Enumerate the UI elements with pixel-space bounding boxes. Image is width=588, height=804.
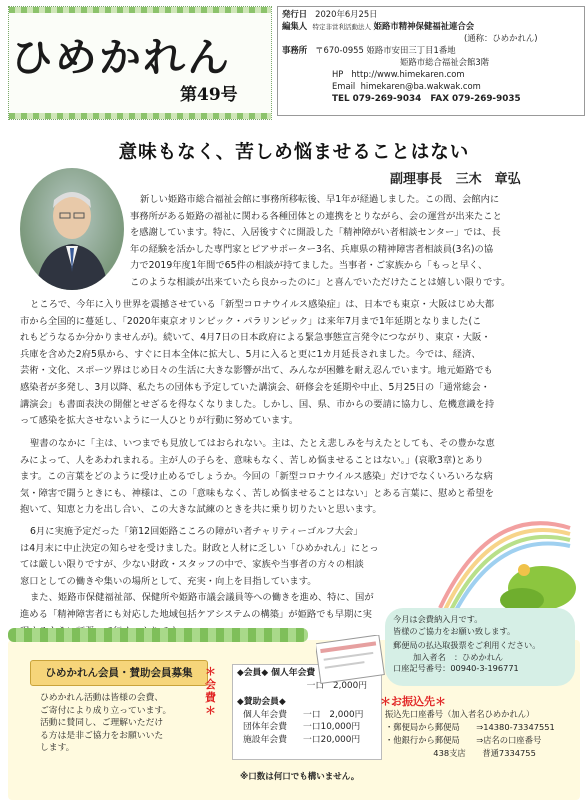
author-photo	[20, 168, 124, 290]
rainbow-illustration	[430, 508, 580, 618]
membership-title: ひめかれん会員・賛助会員募集	[30, 660, 208, 686]
publication-info-box: 発行日 2020年6月25日 編集人 特定非営利活動法人 姫路市精神保健福祉連合会 (通称：ひめかれん) 事務所 〒670-0955 姫路市安田三丁目1番地 姫路市総合福祉会館3階 HP http://www.himekaren.com Email himekaren@ba.wakwak.com TEL 079-269-9034 FAX 079-269-9035	[277, 6, 585, 116]
paragraph-3: 聖書のなかに「主は、いつまでも見放してはおられない。主は、たとえ悲しみを与えたとしても、その豊かな恵 みによって、人をあわれまれる。主が人の子らを、意味もなく、苦しめ悩ませることはない。」(哀歌3章)とあり ます。この言葉をどのように受け止めるでしょうか。今回の「新型コロナウイルス感染」だけでなくいろいろな病 気・障害で闘うときにも、神様は、この「意味もなく、苦しめ悩ませることはない」とある言葉に、慰めと希望を 抱いて、知恵と力を出し合い、この大きな試練のときを共に乗り切りたいと思います。	[20, 438, 495, 516]
paragraph-4: 6月に実施予定だった「第12回姫路こころの障がい者チャリティーゴルフ大会」 は4月末に中止決定の知らせを受けました。財政と人材に乏しい「ひめかれん」にとっ ては厳しい限りですが、少ない財政・スタッフの中で、家族や当事者の方々の相談 窓口としての働きや集いの場所として、充実・向上を目指しています。 また、姫路市保健福祉部、保健所や姫路市議会議員等への働きを進め、特に、国が 進める「精神障害者にも対応した地域包括ケアシステムの構築」が姫路でも早期に実	[20, 526, 379, 620]
vine-border-bottom	[9, 113, 271, 119]
fax: FAX 079-269-9035	[430, 94, 521, 104]
fee-label: ＊会費＊	[205, 665, 216, 717]
website-link[interactable]: http://www.himekaren.com	[351, 69, 465, 79]
membership-description: ひめかれん活動は皆様の会費、 ご寄付により成り立っています。 活動に賛同し、ご理解いただけ る方は是非ご協力をお願いいた します。	[40, 693, 172, 754]
transfer-title: ＊お振込先＊	[380, 695, 446, 708]
footer-vine	[8, 628, 308, 642]
payment-slip-image	[316, 635, 386, 685]
fee-table: ◆会員◆ 個人年会費 一口 2,000円 ◆賛助会員◆ 個人年会費 一口 2,000円 団体年会費 一口10,000円 施設年会費 一口20,000円	[232, 664, 382, 760]
vine-border-top	[9, 7, 271, 13]
dues-notice-bubble: 今月は会費納入月です。 皆様のご協力をお願い致します。 郵便局の払込取扱票をご利用ください。 加入者名 ：ひめかれん 口座記号番号：00940-3-196771	[385, 608, 575, 686]
fee-note: ※口数は何口でも構いません。	[240, 772, 360, 782]
article-title: 意味もなく、苦しめ悩ませることはない	[118, 142, 470, 163]
issue-number: 第49号	[180, 85, 238, 105]
author: 副理事長 三木 章弘	[390, 172, 521, 187]
paragraph-1: 新しい姫路市総合福祉会館に事務所移転後、早1年が経過しました。この間、会館内に 事務所がある姫路の福祉に関わる各種団体との連携をとりながら、会の運営が出来たこと を感謝しています。特に、入居後すぐに開設した「精神障がい者相談センター」では、長 年の経験を活かした専門家とピアサポーター3名、兵庫県の精神障害者相談員(3名)の協 力で2019年度1年間で65件の相談が持てました。当事者・ご家族から「もっと早く、 このような相談が出来ていたら良かったのに」と喜んでいただけたことは嬉しい限りです。	[130, 194, 511, 288]
transfer-details: 振込先口座番号（加入者名ひめかれん） ・郵便局から郵便局 ⇒14380-73347551 ・他銀行から郵便局 ⇒店名の口座番号 438支店 普通7334755	[385, 709, 555, 758]
newsletter-logo: ひめかれん	[10, 34, 232, 81]
telephone: TEL 079-269-9034	[332, 94, 422, 104]
editor-org: 姫路市精神保健福祉連合会	[373, 21, 475, 31]
paragraph-2: ところで、今年に入り世界を震撼させている「新型コロナウイルス感染症」は、日本でも東京・大阪はじめ大都 市から全国的に蔓延し、「2020年東京オリンピック・パラリンピック」は来年7月まで1年延期となりました(こ れもどうなるか分かりませんが)。続いて、4月7日の日本政府による緊急事態宣言発令につながり、東京・大阪・ 兵庫を含めた2府5県から、すぐに日本全体に拡大し、5月に入ると更に1カ月延長されました。今では、経済、 芸術・文化、スポーツ界はじめ日々の生活に大きな影響が出て、みんなが困難を耐え忍んでいます。地元姫路でも 感染者が多発し、3月以降、私たちの団体も予定していた講演会、研修会を延期や中止、5月25日の「通常総会・ 講演会」も書面表決の開催とせざるを得なくなりました。しかし、国、県、市からの要請に協力し、危機意識を持 って感染を拡大させないように一人ひとりが行動に努めています。	[20, 299, 495, 427]
email-link[interactable]: himekaren@ba.wakwak.com	[360, 81, 481, 91]
issue-date: 2020年6月25日	[315, 9, 378, 19]
